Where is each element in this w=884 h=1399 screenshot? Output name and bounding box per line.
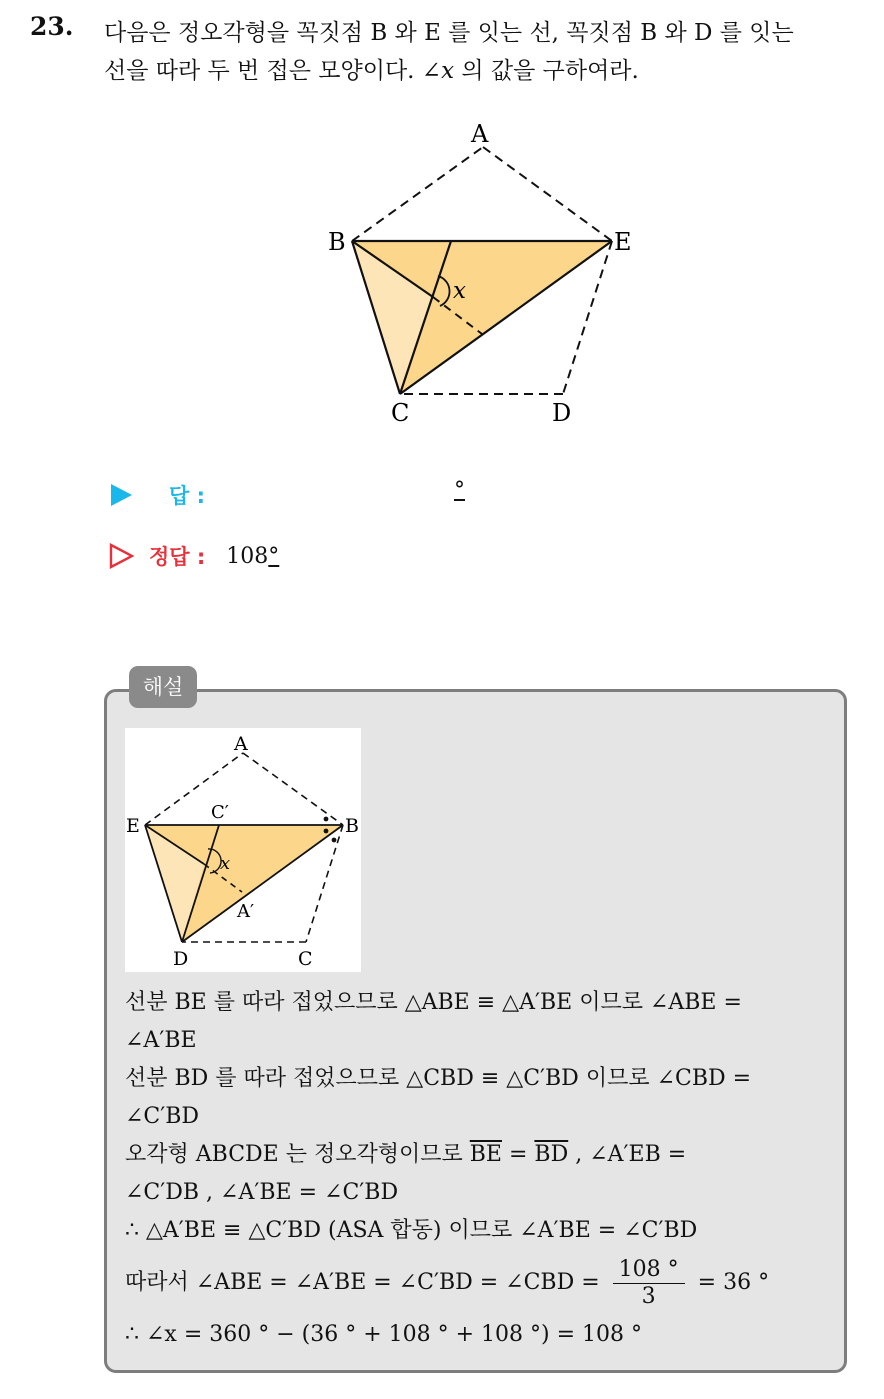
solution-line-5: 오각형 ABCDE 는 정오각형이므로 $\overline{BE} = \overline{BD}$ , ∠A′EB = <box>125 1142 687 1167</box>
label-a: A <box>471 120 489 148</box>
answer-label: 답 : <box>169 484 205 508</box>
sol-label-aprime: A′ <box>237 901 255 922</box>
fraction: $\frac{108 ^\circ}{3}$ <box>613 1257 685 1310</box>
label-x: x <box>453 278 466 304</box>
correct-label: 정답 : <box>149 545 206 569</box>
solution-line-7: ∴ △A′BE ≡ △C′BD (ASA 합동) 이므로 ∠A′BE = ∠C′BD <box>125 1218 698 1243</box>
correct-answer-row <box>108 541 279 571</box>
outline-triangle-icon <box>108 543 134 569</box>
sol-label-c: C <box>298 948 313 970</box>
sol-label-e: E <box>126 815 140 837</box>
answer-row <box>108 478 465 510</box>
solution-line-2: ∠A′BE <box>125 1028 197 1053</box>
sol-label-d: D <box>173 948 189 970</box>
answer-blank-unit: ° <box>454 478 465 503</box>
solution-text <box>125 984 825 1354</box>
solution-line-6: ∠C′DB , ∠A′BE = ∠C′BD <box>125 1180 399 1205</box>
solution-tag: 해설 <box>129 666 197 708</box>
question-number: 23. <box>30 12 74 41</box>
solution-line-1: 선분 BE 를 따라 접었으므로 △ABE ≡ △A′BE 이므로 ∠ABE = <box>125 990 742 1015</box>
sol-label-x: x <box>220 853 231 874</box>
sol-label-a: A <box>234 733 248 755</box>
solution-line-3: 선분 BD 를 따라 접었으므로 △CBD ≡ △C′BD 이므로 ∠CBD = <box>125 1066 752 1091</box>
correct-value: 108° <box>226 543 280 569</box>
pentagon-figure <box>300 105 660 435</box>
question-line-2: 선을 따라 두 번 접은 모양이다. ∠x 의 값을 구하여라. <box>104 58 639 84</box>
question-line-1: 다음은 정오각형을 꼭짓점 B 와 E 를 잇는 선, 꼭짓점 B 와 D 를 잇는 <box>104 20 794 46</box>
label-c: C <box>391 399 410 427</box>
solution-line-8: 따라서 ∠ABE = ∠A′BE = ∠C′BD = ∠CBD = $\frac{108 ^\circ}{3}$ = 36 ° <box>125 1256 770 1309</box>
dashed-edge-ae <box>483 147 612 241</box>
dashed-edge-ba <box>352 147 483 241</box>
sol-label-cprime: C′ <box>211 802 229 823</box>
solution-figure <box>125 728 361 972</box>
label-b: B <box>328 228 346 256</box>
question-text <box>104 14 874 90</box>
label-d: D <box>552 399 572 427</box>
solution-line-4: ∠C′BD <box>125 1104 200 1129</box>
label-e: E <box>614 228 632 256</box>
filled-triangle-icon <box>108 482 134 508</box>
solution-line-9: ∴ ∠x = 360 ° − (36 ° + 108 ° + 108 °) = 108 ° <box>125 1322 643 1347</box>
sol-label-b: B <box>345 815 359 837</box>
